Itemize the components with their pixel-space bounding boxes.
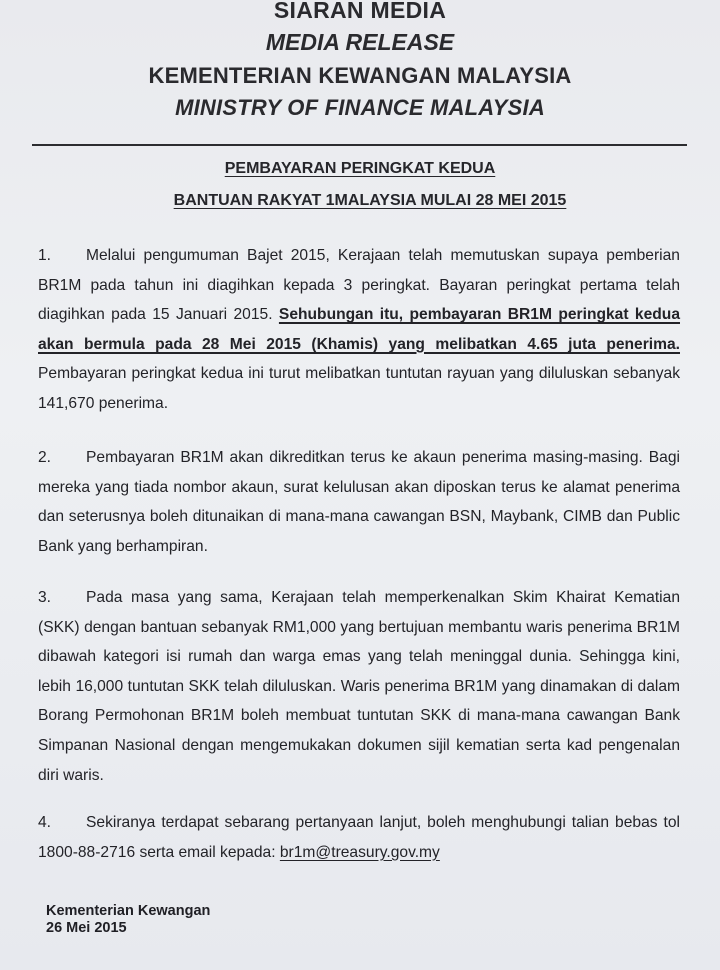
header-divider: [32, 144, 687, 146]
paragraph-4: [38, 808, 680, 867]
paragraph-3-text: Pada masa yang sama, Kerajaan telah memperkenalkan Skim Khairat Kematian (SKK) dengan bantuan sebanyak RM1,000 yang bertujuan membantu waris penerima BR1M dibawah kategori isi rumah dan warga emas yang telah meninggal dunia. Sehingga kini, lebih 16,000 tuntutan SKK telah diluluskan. Waris penerima BR1M yang dinamakan di dalam Borang Permohonan BR1M boleh membuat tuntutan SKK di mana-mana cawangan Bank Simpanan Nasional dengan mengemukakan dokumen sijil kematian serta kad pengenalan diri waris.: [38, 589, 680, 784]
paragraph-1: [38, 241, 680, 419]
header-ministry-malay: KEMENTERIAN KEWANGAN MALAYSIA: [148, 63, 572, 88]
subtitle-text-1: PEMBAYARAN PERINGKAT KEDUA: [224, 160, 496, 177]
subtitle-text-2: BANTUAN RAKYAT 1MALAYSIA MULAI 28 MEI 2015: [173, 192, 567, 209]
paragraph-number: 2.: [38, 449, 52, 466]
paragraph-1-intro: Melalui pengumuman Bajet 2015, Kerajaan telah memutuskan supaya pemberian BR1M pada tahun ini diagihkan kepada 3 peringkat. Bayaran peringkat pertama telah diagihkan pada 15 Januari 2015.: [38, 247, 680, 324]
header-siaran-media: SIARAN MEDIA: [273, 0, 447, 23]
subtitle-line-1: [0, 160, 720, 178]
paragraph-number: 4.: [38, 814, 52, 831]
paragraph-1-closing: Pembayaran peringkat kedua ini turut melibatkan tuntutan rayuan yang diluluskan sebanyak 141,670 penerima.: [38, 365, 680, 412]
document-header: [0, 0, 720, 122]
paragraph-2-text: Pembayaran BR1M akan dikreditkan terus ke akaun penerima masing-masing. Bagi mereka yang tiada nombor akaun, surat kelulusan akan diposkan terus ke alamat penerima dan seterusnya boleh ditunaikan di mana-mana cawangan BSN, Maybank, CIMB dan Public Bank yang berhampiran.: [38, 449, 680, 555]
document-footer: [46, 903, 210, 937]
paragraph-4-text: Sekiranya terdapat sebarang pertanyaan lanjut, boleh menghubungi talian bebas tol 1800-88-2716 serta email kepada:: [38, 814, 680, 861]
paragraph-number: 1.: [38, 247, 52, 264]
paragraph-3: [38, 583, 680, 790]
footer-date: 26 Mei 2015: [46, 920, 127, 936]
paragraph-number: 3.: [38, 589, 52, 606]
header-ministry-english: MINISTRY OF FINANCE MALAYSIA: [175, 95, 545, 120]
header-media-release: MEDIA RELEASE: [265, 29, 455, 55]
paragraph-2: [38, 443, 680, 561]
subtitle-line-2: [10, 192, 720, 210]
footer-organization: Kementerian Kewangan: [46, 903, 211, 919]
paragraph-1-emphasis: Sehubungan itu, pembayaran BR1M peringkat kedua akan bermula pada 28 Mei 2015 (Khamis) yang melibatkan 4.65 juta penerima.: [38, 306, 680, 353]
email-link[interactable]: br1m@treasury.gov.my: [279, 843, 440, 861]
